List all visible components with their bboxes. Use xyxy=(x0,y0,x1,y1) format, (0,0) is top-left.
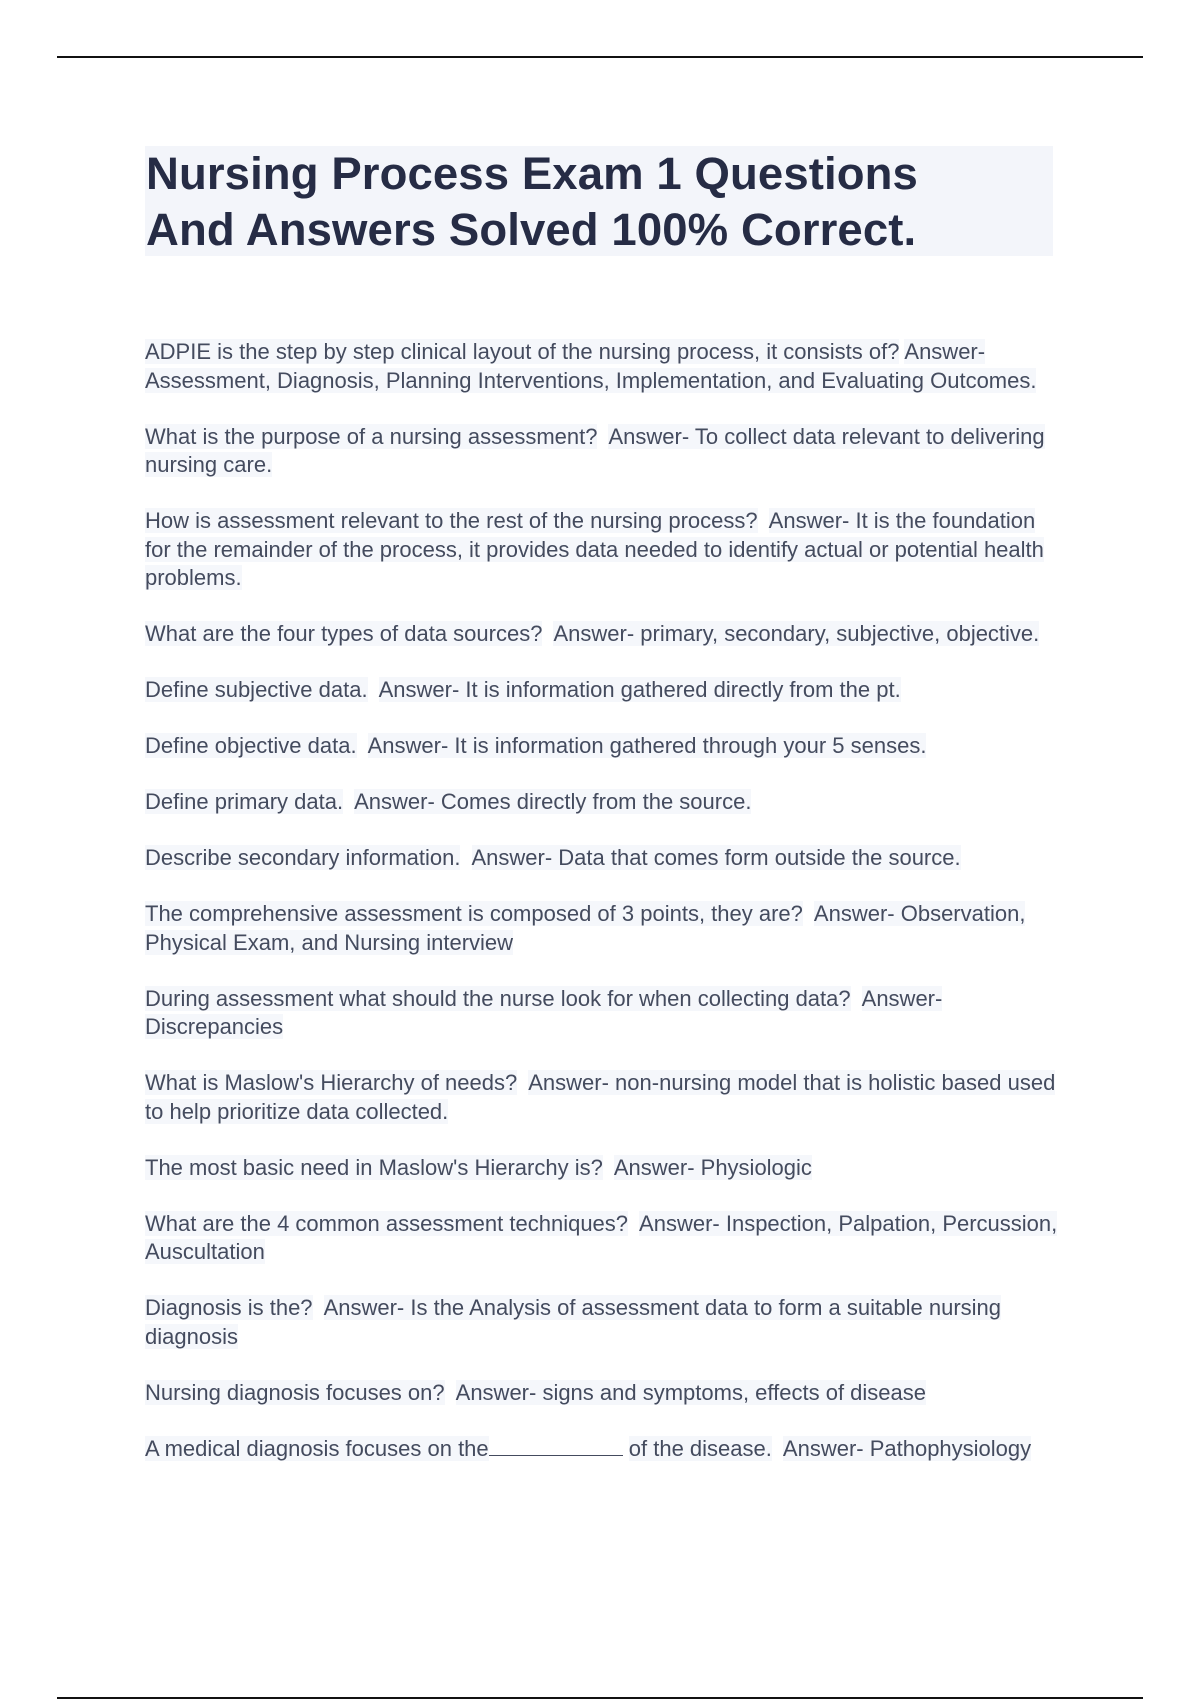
qa-list xyxy=(145,338,1065,1491)
qa-item xyxy=(145,338,1065,395)
qa-item xyxy=(145,676,1065,705)
question: During assessment what should the nurse look for when collecting data? xyxy=(145,985,851,1011)
qa-item xyxy=(145,620,1065,649)
question: The most basic need in Maslow's Hierarchy is? xyxy=(145,1154,603,1180)
qa-item xyxy=(145,1294,1065,1351)
answer: Answer- Pathophysiology xyxy=(782,1435,1032,1461)
answer: Answer- non-nursing model that is holistic based used to help prioritize data collected. xyxy=(145,1070,1056,1124)
question: Diagnosis is the? xyxy=(145,1295,313,1320)
header-rule xyxy=(57,56,1143,58)
question: What are the four types of data sources? xyxy=(145,621,543,646)
qa-item xyxy=(145,844,1065,873)
footer-rule xyxy=(57,1697,1143,1699)
qa-item xyxy=(145,507,1065,593)
answer: Answer- Is the Analysis of assessment data to form a suitable nursing diagnosis xyxy=(145,1295,1001,1349)
title-block xyxy=(145,146,1053,256)
qa-item xyxy=(145,732,1065,761)
question: What are the 4 common assessment techniques? xyxy=(145,1210,629,1236)
question: What is the purpose of a nursing assessment? xyxy=(145,423,598,449)
answer: Answer- Comes directly from the source. xyxy=(354,789,752,814)
answer: Answer- It is information gathered directly from the pt. xyxy=(378,677,901,702)
title-line-2: And Answers Solved 100% Correct. xyxy=(146,204,917,255)
qa-item xyxy=(145,423,1065,480)
title-line-1: Nursing Process Exam 1 Questions xyxy=(146,148,918,199)
question-after-blank: of the disease. xyxy=(628,1435,772,1461)
answer: Answer- Observation, Physical Exam, and Nursing interview xyxy=(145,901,1026,955)
answer: Answer- Discrepancies xyxy=(145,985,943,1039)
answer: Answer- Assessment, Diagnosis, Planning Interventions, Implementation, and Evaluating Outcomes. xyxy=(145,339,1037,393)
question-before-blank: A medical diagnosis focuses on the xyxy=(145,1435,489,1461)
question: Define subjective data. xyxy=(145,677,368,702)
answer: Answer- primary, secondary, subjective, objective. xyxy=(553,621,1040,646)
qa-item xyxy=(145,1435,1065,1464)
question: Describe secondary information. xyxy=(145,845,461,870)
question: Define objective data. xyxy=(145,733,357,758)
qa-item xyxy=(145,1154,1065,1183)
question: The comprehensive assessment is composed of 3 points, they are? xyxy=(145,901,803,926)
answer: Answer- It is the foundation for the remainder of the process, it provides data needed to identify actual or potential health problems. xyxy=(145,508,1044,590)
question: Nursing diagnosis focuses on? xyxy=(145,1379,445,1405)
qa-item xyxy=(145,1379,1065,1408)
answer: Answer- Physiologic xyxy=(613,1154,812,1180)
answer: Answer- It is information gathered through your 5 senses. xyxy=(367,733,927,758)
answer: Answer- Inspection, Palpation, Percussion, Auscultation xyxy=(145,1210,1058,1264)
question: ADPIE is the step by step clinical layout of the nursing process, it consists of? xyxy=(145,339,900,364)
answer: Answer- Data that comes form outside the source. xyxy=(471,845,961,870)
answer: Answer- To collect data relevant to delivering nursing care. xyxy=(145,423,1045,477)
fill-in-blank xyxy=(489,1435,623,1456)
document-title xyxy=(145,146,1053,258)
qa-item xyxy=(145,900,1065,957)
question: Define primary data. xyxy=(145,789,344,814)
qa-item xyxy=(145,1069,1065,1126)
qa-item xyxy=(145,985,1065,1042)
answer: Answer- signs and symptoms, effects of disease xyxy=(455,1379,926,1405)
qa-item xyxy=(145,788,1065,817)
question: What is Maslow's Hierarchy of needs? xyxy=(145,1070,518,1095)
question: How is assessment relevant to the rest of the nursing process? xyxy=(145,508,758,533)
qa-item xyxy=(145,1210,1065,1267)
